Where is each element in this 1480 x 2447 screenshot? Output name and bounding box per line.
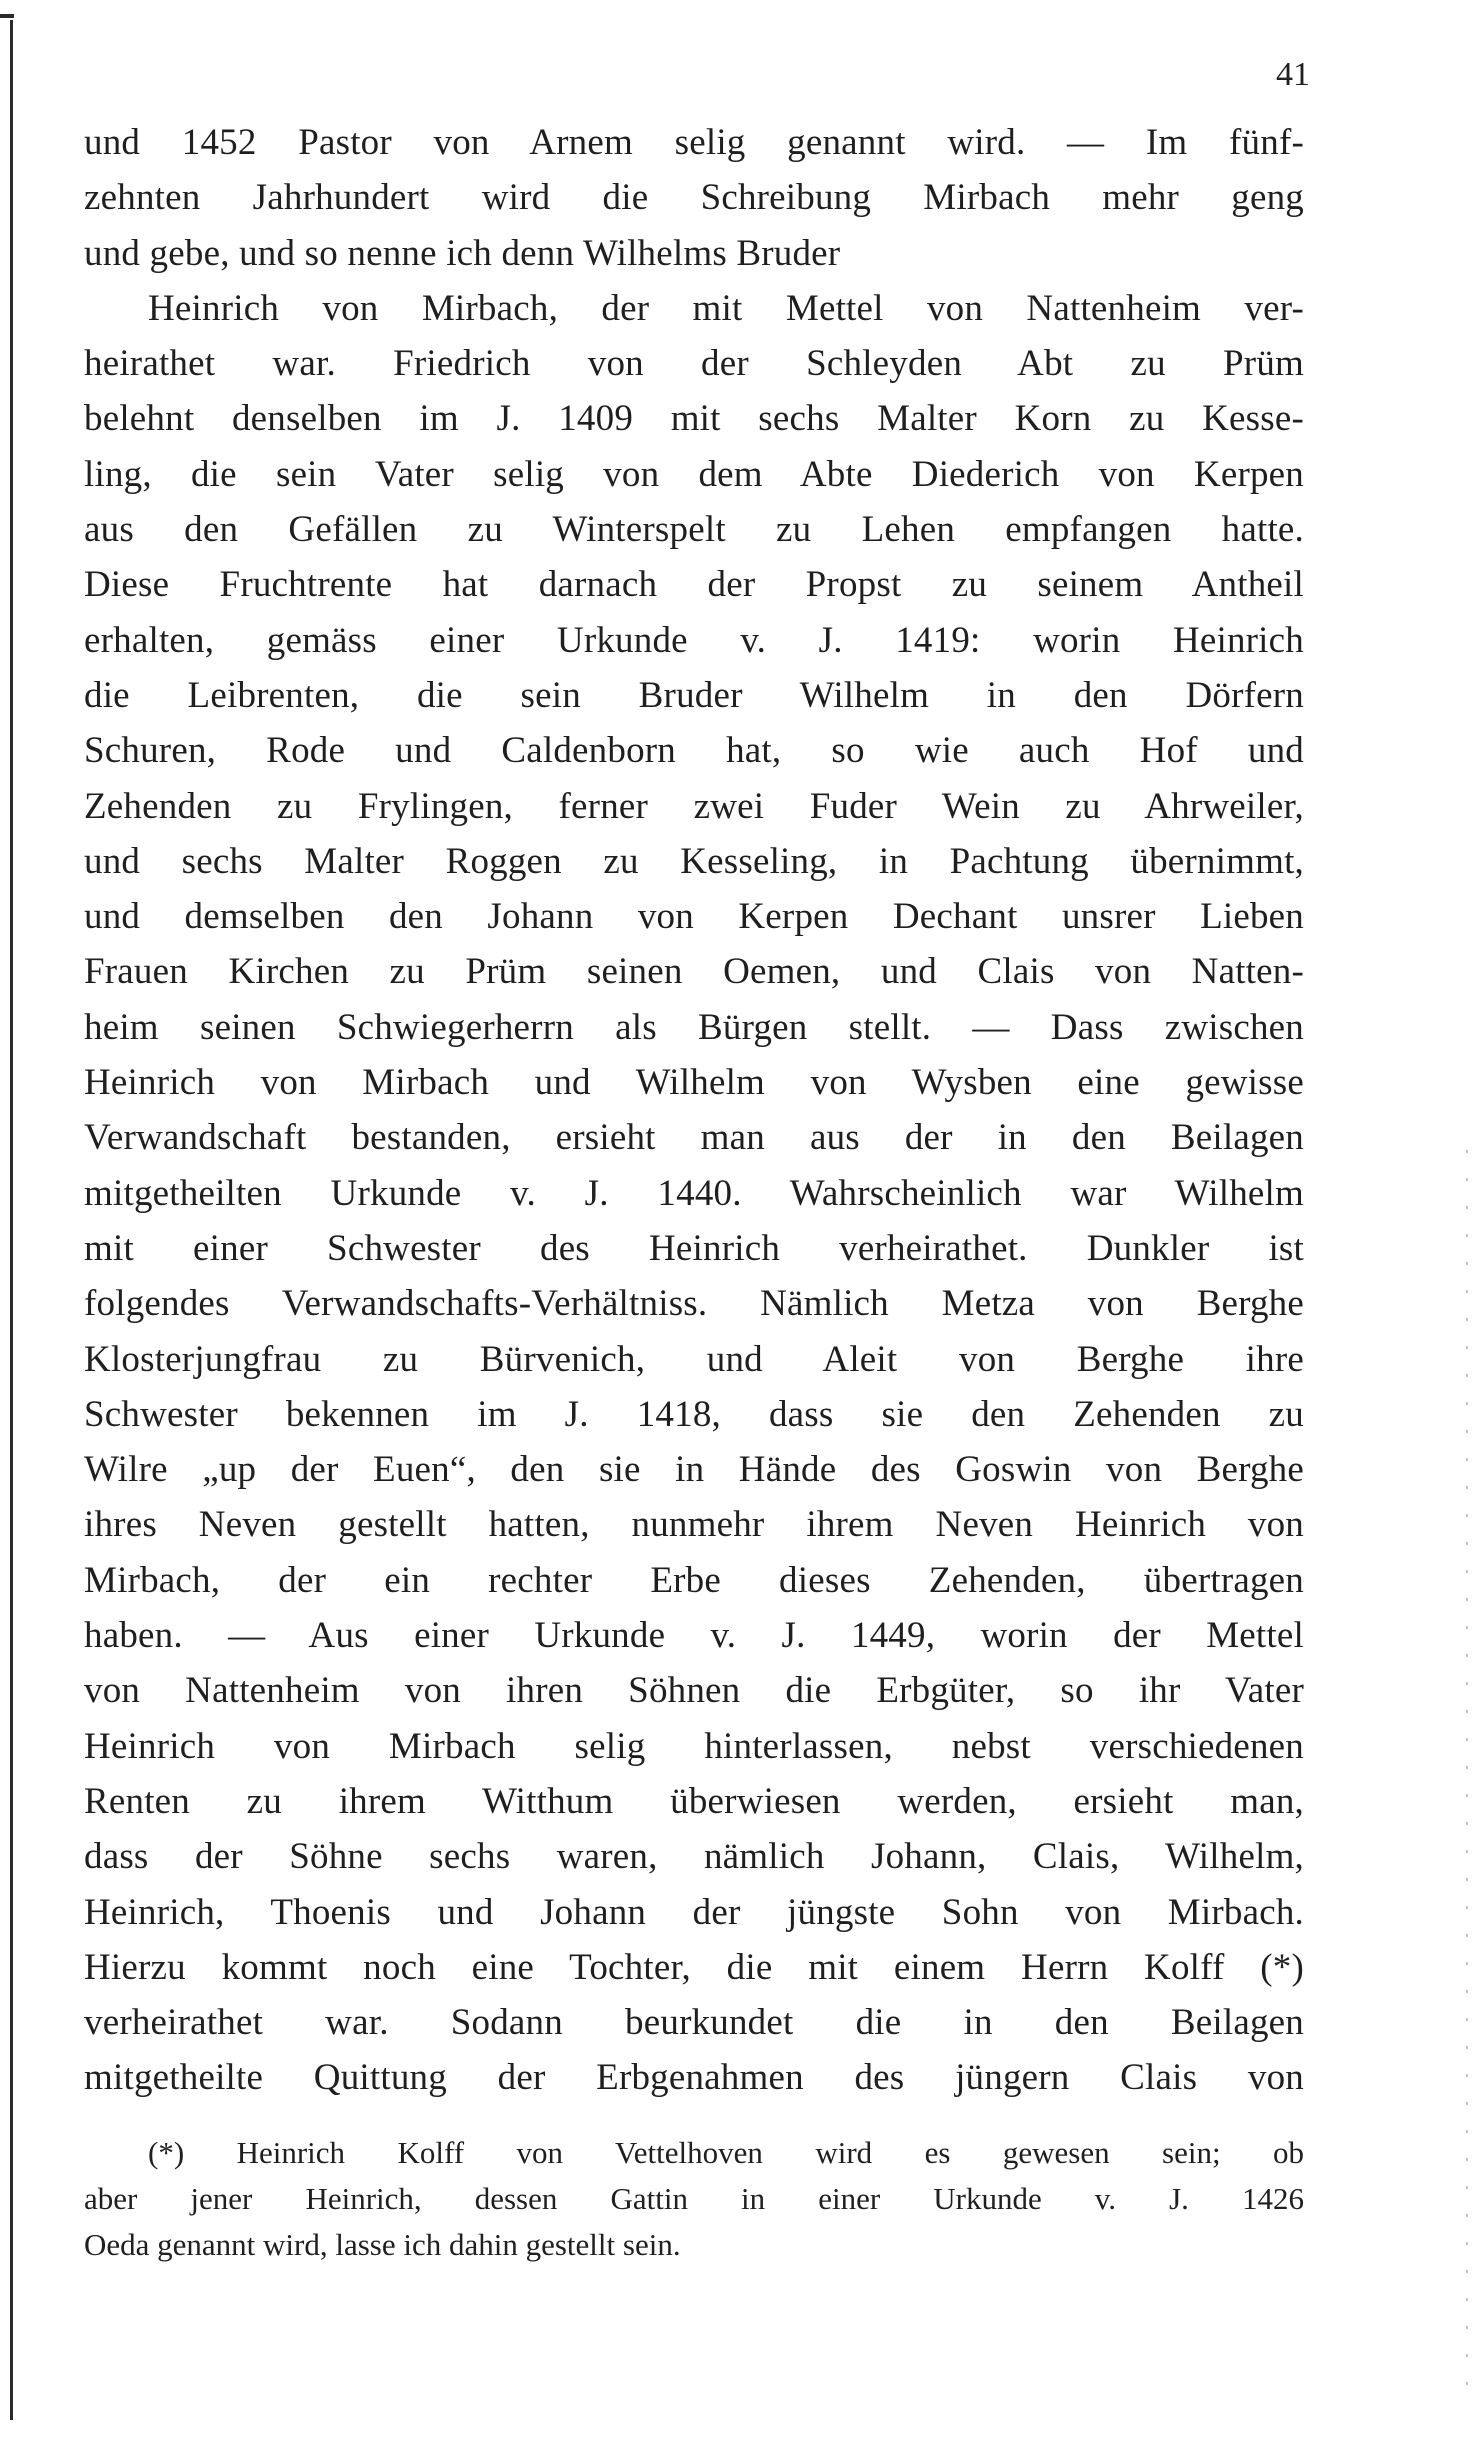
body-line: die Leibrenten, die sein Bruder Wilhelm in den Dörfern — [84, 674, 1304, 716]
body-line: Diese Fruchtrente hat darnach der Propst zu seinem Antheil — [84, 564, 1304, 606]
body-line: haben. — Aus einer Urkunde v. J. 1449, worin der Mettel — [84, 1615, 1304, 1657]
body-line: und gebe, und so nenne ich denn Wilhelms Bruder — [84, 232, 841, 274]
footnote — [84, 2130, 1304, 2268]
body-line: Zehenden zu Frylingen, ferner zwei Fuder Wein zu Ahrweiler, — [84, 785, 1304, 827]
body-line: Heinrich von Mirbach, der mit Mettel von Nattenheim ver- — [148, 287, 1304, 329]
body-line: Verwandschaft bestanden, ersieht man aus der in den Beilagen — [84, 1117, 1304, 1159]
body-line: erhalten, gemäss einer Urkunde v. J. 1419: worin Heinrich — [84, 619, 1304, 661]
body-text — [84, 115, 1304, 2106]
body-line: Frauen Kirchen zu Prüm seinen Oemen, und Clais von Natten- — [84, 951, 1304, 993]
body-line: Hierzu kommt noch eine Tochter, die mit einem Herrn Kolff (*) — [84, 1946, 1304, 1988]
body-line: verheirathet war. Sodann beurkundet die in den Beilagen — [84, 2002, 1304, 2044]
body-line: mit einer Schwester des Heinrich verheirathet. Dunkler ist — [84, 1227, 1304, 1269]
body-line: und sechs Malter Roggen zu Kesseling, in Pachtung übernimmt, — [84, 840, 1304, 882]
body-line: Mirbach, der ein rechter Erbe dieses Zehenden, übertragen — [84, 1559, 1304, 1601]
body-line: Schuren, Rode und Caldenborn hat, so wie auch Hof und — [84, 730, 1304, 772]
page-number: 41 — [1276, 56, 1310, 93]
footnote-line: (*) Heinrich Kolff von Vettelhoven wird es gewesen sein; ob — [148, 2135, 1304, 2170]
page-edge-top-mark — [0, 14, 14, 18]
page-binding-edge — [10, 20, 13, 2420]
body-line: aus den Gefällen zu Winterspelt zu Lehen empfangen hatte. — [84, 509, 1304, 551]
body-line: dass der Söhne sechs waren, nämlich Johann, Clais, Wilhelm, — [84, 1836, 1304, 1878]
body-line: und demselben den Johann von Kerpen Dechant unsrer Lieben — [84, 896, 1304, 938]
body-line: zehnten Jahrhundert wird die Schreibung Mirbach mehr geng — [84, 177, 1304, 219]
footnote-line: Oeda genannt wird, lasse ich dahin gestellt sein. — [84, 2227, 681, 2262]
body-line: Klosterjungfrau zu Bürvenich, und Aleit von Berghe ihre — [84, 1338, 1304, 1380]
footnote-line: aber jener Heinrich, dessen Gattin in einer Urkunde v. J. 1426 — [84, 2181, 1304, 2216]
body-line: ling, die sein Vater selig von dem Abte Diederich von Kerpen — [84, 453, 1304, 495]
body-line: belehnt denselben im J. 1409 mit sechs Malter Korn zu Kesse- — [84, 398, 1304, 440]
body-line: mitgetheilte Quittung der Erbgenahmen des jüngern Clais von — [84, 2057, 1304, 2099]
body-line: Heinrich von Mirbach selig hinterlassen, nebst verschiedenen — [84, 1725, 1304, 1767]
body-line: Heinrich von Mirbach und Wilhelm von Wysben eine gewisse — [84, 1062, 1304, 1104]
body-line: Heinrich, Thoenis und Johann der jüngste Sohn von Mirbach. — [84, 1891, 1304, 1933]
body-line: Schwester bekennen im J. 1418, dass sie den Zehenden zu — [84, 1393, 1304, 1435]
body-line: und 1452 Pastor von Arnem selig genannt wird. — Im fünf- — [84, 122, 1304, 163]
body-line: Wilre „up der Euen“, den sie in Hände des Goswin von Berghe — [84, 1449, 1304, 1491]
body-line: heirathet war. Friedrich von der Schleyden Abt zu Prüm — [84, 343, 1304, 385]
body-line: von Nattenheim von ihren Söhnen die Erbgüter, so ihr Vater — [84, 1670, 1304, 1712]
body-line: heim seinen Schwiegerherrn als Bürgen stellt. — Dass zwischen — [84, 1006, 1304, 1048]
body-line: mitgetheilten Urkunde v. J. 1440. Wahrscheinlich war Wilhelm — [84, 1172, 1304, 1214]
body-line: Renten zu ihrem Witthum überwiesen werden, ersieht man, — [84, 1780, 1304, 1822]
page-edge-specks — [1466, 1150, 1468, 2400]
body-line: folgendes Verwandschafts-Verhältniss. Nämlich Metza von Berghe — [84, 1283, 1304, 1325]
body-line: ihres Neven gestellt hatten, nunmehr ihrem Neven Heinrich von — [84, 1504, 1304, 1546]
